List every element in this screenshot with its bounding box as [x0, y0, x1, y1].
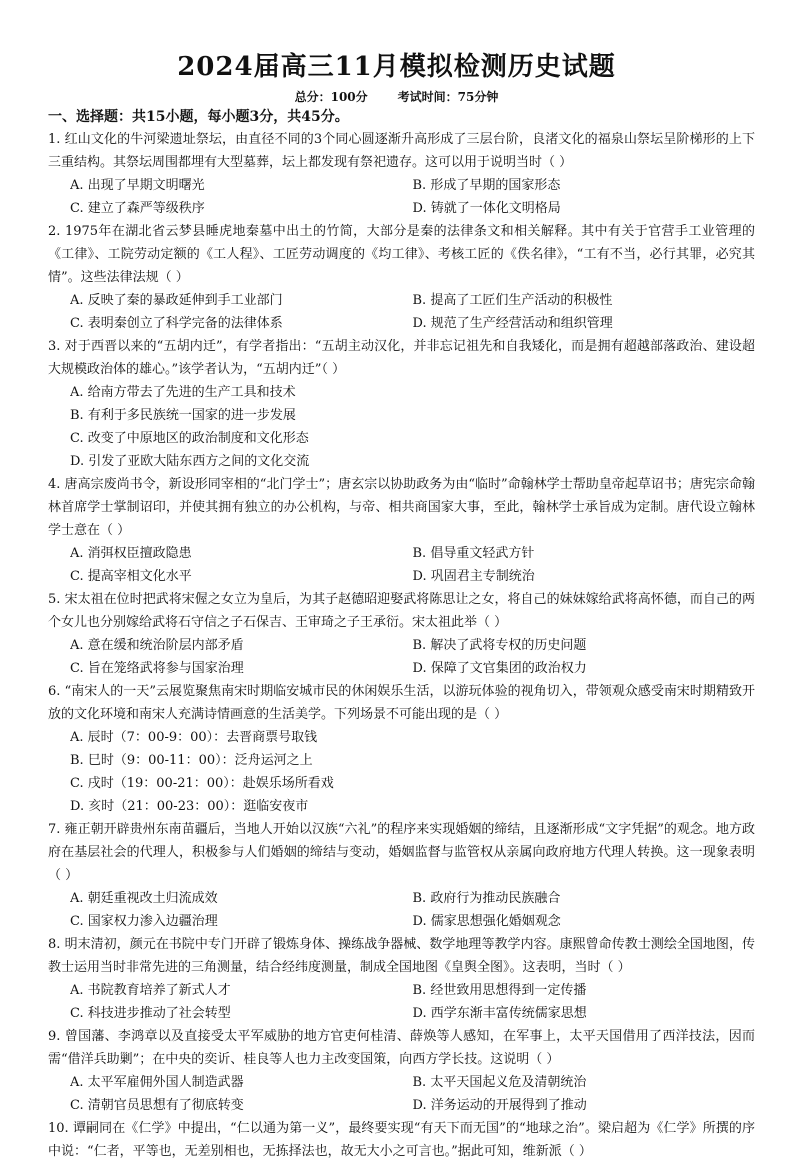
question-stem: 8. 明末清初，颜元在书院中专门开辟了锻炼身体、操练战争器械、数学地理等教学内容。康熙曾命传教士测绘全国地图，传教士运用当时非常先进的三角测量，结合经纬度测量，制成全国地图《皇舆全图》。这表明，当时（ ）: [48, 937, 755, 975]
question-block: [48, 933, 755, 1025]
question-stem: 10. 谭嗣同在《仁学》中提出，“仁以通为第一义”，最终要实现“有天下而无国”的“地球之治”。梁启超为《仁学》所撰的序中说：“仁者，平等也，无差别相也，无拣择法也，故无大小之可言也。”据此可知，维新派（ ）: [48, 1121, 755, 1159]
total-score: 总分：100分: [294, 90, 368, 104]
answer-option: B. 有利于多民族统一国家的进一步发展: [70, 408, 296, 423]
options-group: [48, 634, 755, 680]
question-stem: 4. 唐高宗废尚书令，新设形同宰相的“北门学士”；唐玄宗以协助政务为由“临时”命翰林学士帮助皇帝起草诏书；唐宪宗命翰林首席学士掌制诏印，并使其拥有独立的办公机构，与帝、相共商国家大事，至此，翰林学士承旨成为定制。唐代设立翰林学士意在（ ）: [48, 477, 755, 538]
question-stem: 7. 雍正朝开辟贵州东南苗疆后，当地人开始以汉族“六礼”的程序来实现婚姻的缔结，且逐渐形成“文字凭据”的观念。地方政府在基层社会的代理人，积极参与人们婚姻的缔结与变动，婚姻监督与监管权从亲属向政府地方代理人转换。这一现象表明（ ）: [48, 822, 755, 883]
answer-option: D. 铸就了一体化文明格局: [412, 201, 561, 216]
answer-option: A. 意在缓和统治阶层内部矛盾: [70, 638, 244, 653]
exam-time: 考试时间：75分钟: [397, 90, 499, 104]
answer-option: A. 给南方带去了先进的生产工具和技术: [70, 385, 296, 400]
question-stem: 5. 宋太祖在位时把武将宋偓之女立为皇后，为其子赵德昭迎娶武将陈思让之女，将自己的妹妹嫁给武将高怀德，而自己的两个女儿也分别嫁给武将石守信之子石保吉、王审琦之子王承衍。宋太祖此举（ ）: [48, 592, 755, 630]
answer-option: D. 规范了生产经营活动和组织管理: [412, 316, 613, 331]
question-list: [48, 128, 755, 1163]
options-group: [48, 887, 755, 933]
exam-meta: [0, 89, 793, 105]
exam-title: 2024届高三11月模拟检测历史试题: [177, 52, 616, 82]
answer-option: A. 消弭权臣擅政隐患: [70, 546, 192, 561]
answer-option: D. 儒家思想强化婚姻观念: [412, 914, 561, 929]
options-group: [48, 381, 755, 473]
answer-option: C. 建立了森严等级秩序: [70, 201, 205, 216]
options-group: [48, 1071, 755, 1117]
answer-option: B. 巳时（9：00-11：00）：泛舟运河之上: [70, 753, 313, 768]
answer-option: D. 洋务运动的开展得到了推动: [412, 1098, 587, 1113]
question-block: [48, 588, 755, 680]
question-stem: 3. 对于西晋以来的“五胡内迁”，有学者指出：“五胡主动汉化，并非忘记祖先和自我矮化，而是拥有超越部落政治、建设超大规模政治体的雄心。”该学者认为，“五胡内迁”（ ）: [48, 339, 755, 377]
question-block: [48, 818, 755, 933]
answer-option: D. 巩固君主专制统治: [412, 569, 535, 584]
answer-option: A. 辰时（7：00-9：00）：去晋商票号取钱: [70, 730, 318, 745]
answer-option: C. 科技进步推动了社会转型: [70, 1006, 231, 1021]
section-heading: 一、选择题：共15小题，每小题3分，共45分。: [48, 109, 349, 125]
answer-option: D. 西学东渐丰富传统儒家思想: [412, 1006, 587, 1021]
question-block: [48, 335, 755, 473]
answer-option: D. 引发了亚欧大陆东西方之间的文化交流: [70, 454, 310, 469]
answer-option: C. 清朝官员思想有了彻底转变: [70, 1098, 244, 1113]
answer-option: C. 国家权力渗入边疆治理: [70, 914, 218, 929]
question-stem: 1. 红山文化的牛河梁遗址祭坛，由直径不同的3个同心圆逐渐升高形成了三层台阶，良渚文化的福泉山祭坛呈阶梯形的上下三重结构。其祭坛周围都埋有大型墓葬，坛上都发现有祭祀遗存。这可以用于说明当时（ ）: [48, 132, 755, 170]
question-block: [48, 473, 755, 588]
question-block: [48, 1117, 755, 1163]
answer-option: C. 改变了中原地区的政治制度和文化形态: [70, 431, 309, 446]
answer-option: D. 亥时（21：00-23：00）：逛临安夜市: [70, 799, 309, 814]
question-block: [48, 220, 755, 335]
answer-option: A. 太平军雇佣外国人制造武器: [70, 1075, 244, 1090]
question-block: [48, 1025, 755, 1117]
answer-option: B. 解决了武将专权的历史问题: [412, 638, 587, 653]
answer-option: B. 政府行为推动民族融合: [412, 891, 561, 906]
question-stem: 9. 曾国藩、李鸿章以及直接受太平军威胁的地方官吏何桂清、薛焕等人感知，在军事上，太平天国借用了西洋技法，因而需“借洋兵助剿”；在中央的奕䜣、桂良等人也力主改变国策，向西方学长技。这说明（ ）: [48, 1029, 755, 1067]
question-block: [48, 128, 755, 220]
answer-option: B. 倡导重文轻武方针: [412, 546, 535, 561]
answer-option: B. 提高了工匠们生产活动的积极性: [412, 293, 613, 308]
options-group: [48, 174, 755, 220]
answer-option: C. 提高宰相文化水平: [70, 569, 192, 584]
answer-option: D. 保障了文官集团的政治权力: [412, 661, 587, 676]
answer-option: B. 形成了早期的国家形态: [412, 178, 561, 193]
answer-option: B. 经世致用思想得到一定传播: [412, 983, 587, 998]
answer-option: B. 太平天国起义危及清朝统治: [412, 1075, 587, 1090]
options-group: [48, 726, 755, 818]
answer-option: C. 表明秦创立了科学完备的法律体系: [70, 316, 283, 331]
answer-option: A. 书院教育培养了新式人才: [70, 983, 231, 998]
options-group: [48, 289, 755, 335]
question-block: [48, 680, 755, 818]
answer-option: C. 戌时（19：00-21：00）：赴娱乐场所看戏: [70, 776, 334, 791]
answer-option: A. 出现了早期文明曙光: [70, 178, 205, 193]
question-stem: 6. “南宋人的一天”云展览聚焦南宋时期临安城市民的休闲娱乐生活，以游玩体验的视角切入，带领观众感受南宋时期精致开放的文化环境和南宋人充满诗情画意的生活美学。下列场景不可能出现的是（ ）: [48, 684, 755, 722]
answer-option: A. 朝廷重视改土归流成效: [70, 891, 218, 906]
answer-option: A. 反映了秦的暴政延伸到手工业部门: [70, 293, 283, 308]
options-group: [48, 542, 755, 588]
answer-option: C. 旨在笼络武将参与国家治理: [70, 661, 244, 676]
question-stem: 2. 1975年在湖北省云梦县睡虎地秦墓中出土的竹简，大部分是秦的法律条文和相关解释。其中有关于官营手工业管理的《工律》、工院劳动定额的《工人程》、工匠劳动调度的《均工律》、考核工匠的《佚名律》，“工有不当，必行其罪，必究其情”。这些法律法规（ ）: [48, 224, 755, 285]
options-group: [48, 979, 755, 1025]
